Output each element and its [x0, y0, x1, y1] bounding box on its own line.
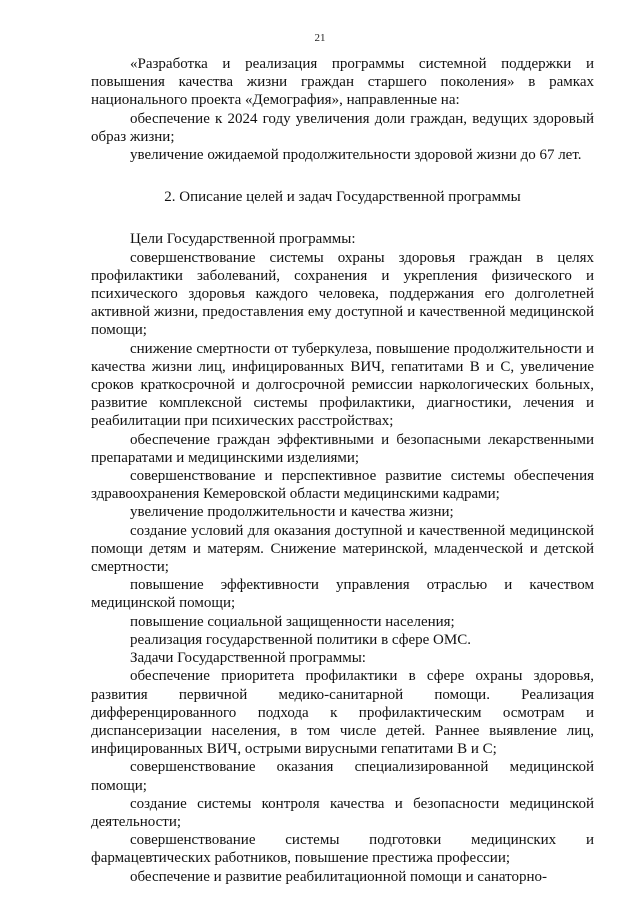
- goal-item: обеспечение граждан эффективными и безопасными лекарственными препаратами и медицинскими изделиями;: [91, 431, 594, 466]
- goal-item: повышение социальной защищенности населения;: [130, 613, 455, 630]
- task-item: обеспечение приоритета профилактики в сфере охраны здоровья, развития первичной медико-санитарной помощи. Реализация дифференцированного подхода к профилактическим осмотрам и диспансеризации населения, в том числе детей. Раннее выявление лиц, инфицированных ВИЧ, острыми вирусными гепатитами В и С;: [91, 668, 594, 758]
- tasks-heading: Задачи Государственной программы:: [130, 650, 366, 667]
- goal-item: совершенствование системы охраны здоровья граждан в целях профилактики заболеваний, сохранения и укрепления физического и психического здоровья каждого человека, поддержания его долголетней активной жизни, предоставления ему доступной и качественной медицинской помощи;: [91, 249, 594, 339]
- task-item: обеспечение и развитие реабилитационной помощи и санаторно-: [130, 868, 548, 885]
- paragraph: обеспечение к 2024 году увеличения доли граждан, ведущих здоровый образ жизни;: [91, 110, 594, 145]
- document-body: [91, 55, 594, 886]
- goal-item: совершенствование и перспективное развитие системы обеспечения здравоохранения Кемеровской области медицинскими кадрами;: [91, 468, 594, 503]
- page-number: 21: [314, 32, 326, 44]
- section-heading: 2. Описание целей и задач Государственной программы: [164, 189, 521, 206]
- goal-item: создание условий для оказания доступной и качественной медицинской помощи детям и матерям. Снижение материнской, младенческой и детской смертности;: [91, 522, 594, 576]
- task-item: совершенствование оказания специализированной медицинской помощи;: [91, 759, 594, 794]
- goals-heading: Цели Государственной программы:: [130, 231, 356, 248]
- goal-item: увеличение продолжительности и качества жизни;: [130, 504, 454, 521]
- paragraph: увеличение ожидаемой продолжительности здоровой жизни до 67 лет.: [130, 147, 582, 164]
- goal-item: повышение эффективности управления отраслью и качеством медицинской помощи;: [91, 577, 594, 612]
- paragraph: «Разработка и реализация программы системной поддержки и повышения качества жизни граждан старшего поколения» в рамках национального проекта «Демография», направленные на:: [91, 56, 594, 109]
- goal-item: реализация государственной политики в сфере ОМС.: [130, 631, 471, 648]
- goal-item: снижение смертности от туберкулеза, повышение продолжительности и качества жизни лиц, инфицированных ВИЧ, гепатитами В и С, увеличение сроков краткосрочной и долгосрочной ремиссии наркологических больных, развитие комплексной системы профилактики, диагностики, лечения и реабилитации при психических расстройствах;: [91, 340, 594, 430]
- task-item: совершенствование системы подготовки медицинских и фармацевтических работников, повышение престижа профессии;: [91, 832, 594, 867]
- task-item: создание системы контроля качества и безопасности медицинской деятельности;: [91, 795, 594, 830]
